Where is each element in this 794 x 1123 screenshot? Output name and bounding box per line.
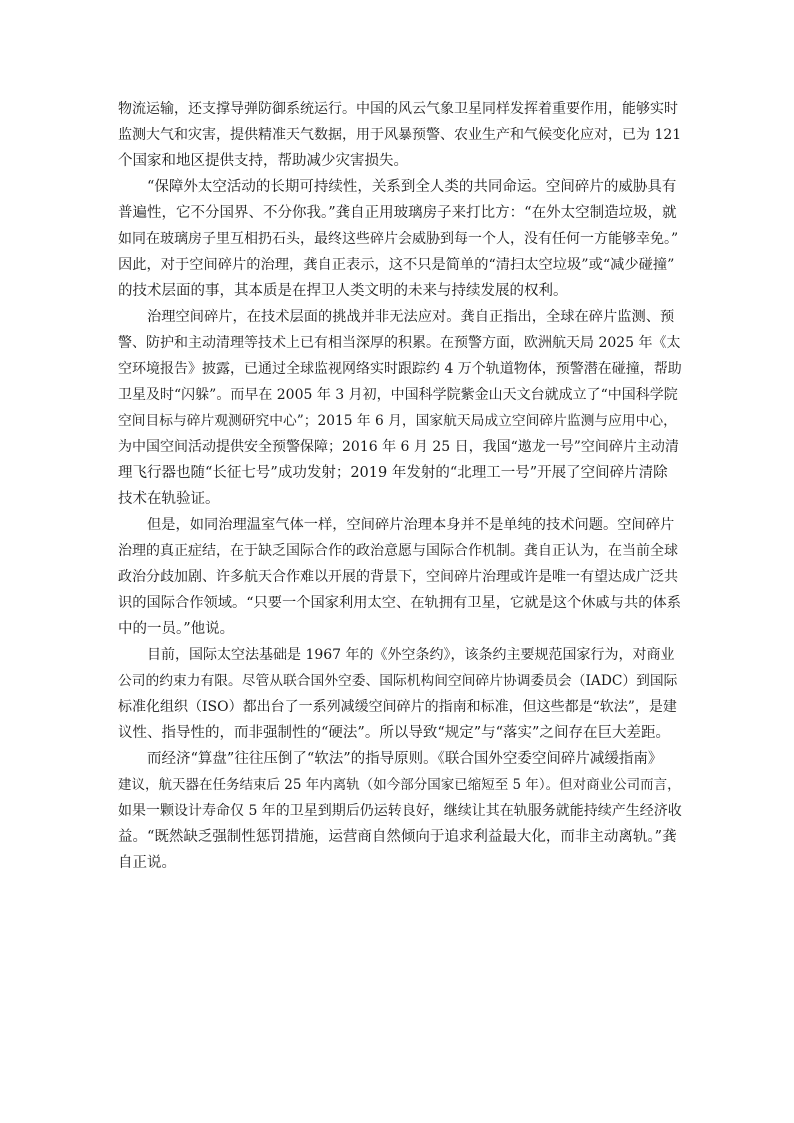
text-line: 议性、指导性的，而非强制性的“硬法”。所以导致“规定”与“落实”之间存在巨大差距。 <box>118 725 670 741</box>
text-line: 识的国际合作领域。“只要一个国家利用太空、在轨拥有卫星，它就是这个休戚与共的体系 <box>118 595 682 611</box>
text-line: 如果一颗设计寿命仅 5 年的卫星到期后仍运转良好，继续让其在轨服务就能持续产生经济收 <box>118 803 682 819</box>
text-line: 因此，对于空间碎片的治理，龚自正表示，这不只是简单的“清扫太空垃圾”或“减少碰撞” <box>118 257 675 273</box>
text-line: 目前，国际太空法基础是 1967 年的《外空条约》，该条约主要规范国家行为，对商业 <box>147 647 675 663</box>
text-line: 公司的约束力有限。尽管从联合国外空委、国际机构间空间碎片协调委员会（IADC）到国际 <box>118 673 678 689</box>
text-line: 的技术层面的事，其本质是在捍卫人类文明的未来与持续发展的权利。 <box>118 283 568 299</box>
text-line: 理飞行器也随“长征七号”成功发射；2019 年发射的“北理工一号”开展了空间碎片清除 <box>118 465 668 481</box>
text-line: 技术在轨验证。 <box>118 491 220 507</box>
text-line: 而经济“算盘”往往压倒了“软法”的指导原则。《联合国外空委空间碎片减缓指南》 <box>147 751 663 767</box>
text-line: 为中国空间活动提供安全预警保障；2016 年 6 月 25 日，我国“遨龙一号”空间碎片主动清 <box>118 439 679 455</box>
text-line: 治理的真正症结，在于缺乏国际合作的政治意愿与国际合作机制。龚自正认为，在当前全球 <box>118 543 678 559</box>
text-line: 物流运输，还支撑导弹防御系统运行。中国的风云气象卫星同样发挥着重要作用，能够实时 <box>118 101 678 117</box>
paragraph-4 <box>118 512 683 642</box>
text-line: 如同在玻璃房子里互相扔石头，最终这些碎片会威胁到每一个人，没有任何一方能够幸免。” <box>118 231 679 247</box>
paragraph-1 <box>118 96 683 174</box>
text-line: 但是，如同治理温室气体一样，空间碎片治理本身并不是单纯的技术问题。空间碎片 <box>147 517 675 533</box>
text-line: “保障外太空活动的长期可持续性，关系到全人类的共同命运。空间碎片的威胁具有 <box>147 179 677 195</box>
text-line: 监测大气和灾害，提供精准天气数据，用于风暴预警、农业生产和气候变化应对，已为 121 <box>118 127 682 143</box>
text-line: 治理空间碎片，在技术层面的挑战并非无法应对。龚自正指出，全球在碎片监测、预 <box>147 309 675 325</box>
text-line: 自正说。 <box>118 855 176 871</box>
text-line: 建议，航天器在任务结束后 25 年内离轨（如今部分国家已缩短至 5 年）。但对商业公司而言， <box>118 777 681 793</box>
text-line: 空环境报告》披露，已通过全球监视网络实时跟踪约 4 万个轨道物体，预警潜在碰撞，帮助 <box>118 361 682 377</box>
text-line: 中的一员。”他说。 <box>118 621 235 637</box>
text-line: 标准化组织（ISO）都出台了一系列减缓空间碎片的指南和标准，但这些都是“软法”，是建 <box>118 699 677 715</box>
paragraph-5 <box>118 642 683 746</box>
paragraph-3 <box>118 304 683 512</box>
text-line: 益。“既然缺乏强制性惩罚措施，运营商自然倾向于追求利益最大化，而非主动离轨。”龚 <box>118 829 677 845</box>
text-line: 政治分歧加剧、许多航天合作难以开展的背景下，空间碎片治理或许是唯一有望达成广泛共 <box>118 569 678 585</box>
text-line: 卫星及时“闪躲”。而早在 2005 年 3 月初，中国科学院紫金山天文台就成立了“中国科学院 <box>118 387 678 403</box>
paragraph-2 <box>118 174 683 304</box>
text-line: 普遍性，它不分国界、不分你我。”龚自正用玻璃房子来打比方：“在外太空制造垃圾，就 <box>118 205 677 221</box>
paragraph-6 <box>118 746 683 876</box>
text-line: 警、防护和主动清理等技术上已有相当深厚的积累。在预警方面，欧洲航天局 2025 年《太 <box>118 335 681 351</box>
document-page <box>118 96 683 876</box>
text-line: 空间目标与碎片观测研究中心”；2015 年 6 月，国家航天局成立空间碎片监测与应用中心， <box>118 413 677 429</box>
text-line: 个国家和地区提供支持，帮助减少灾害损失。 <box>118 153 408 169</box>
